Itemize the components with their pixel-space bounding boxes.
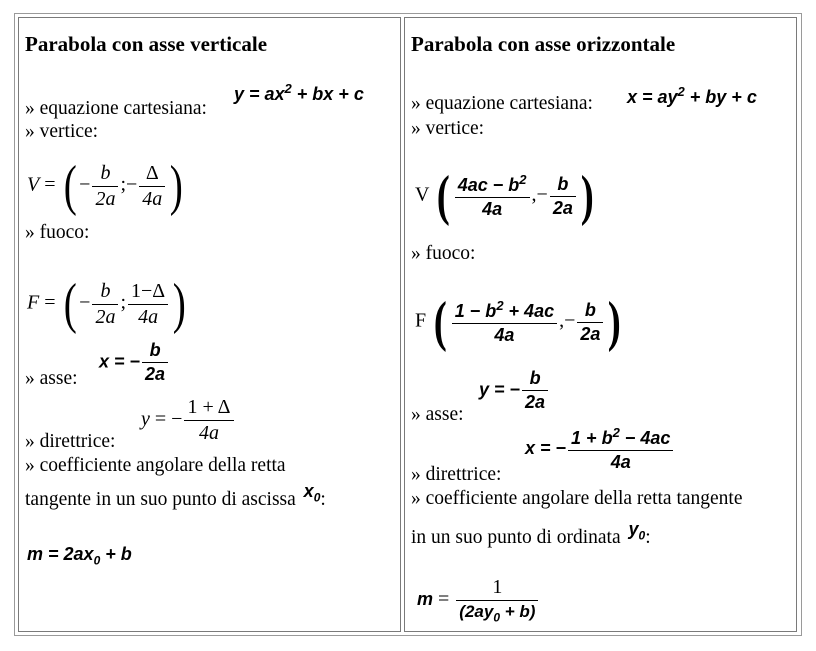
- left-focus-label: » fuoco:: [25, 222, 90, 243]
- left-focus-formula: F = ( − $\frac{b}{2a}$ ; $\frac{1-\Delta}{4a}$ ): [27, 273, 186, 335]
- left-axis-formula: x = − $\frac{b}{2a}$: [99, 340, 170, 385]
- left-directrix-formula: y = − $\frac{1 + \Delta}{4a}$: [141, 396, 236, 445]
- right-focus-label: » fuoco:: [411, 243, 476, 264]
- vertical-axis-cell: [18, 17, 401, 632]
- horizontal-axis-cell: [404, 17, 797, 632]
- left-slope-line1: » coefficiente angolare della retta: [25, 455, 286, 476]
- left-vertex-formula: V = ( − $\frac{b}{2a}$ ;− $\frac{\Delta}{4a}$ ): [27, 155, 184, 217]
- right-title: Parabola con asse orizzontale: [411, 32, 676, 56]
- right-directrix-label: » direttrice:: [411, 464, 502, 485]
- right-axis-formula: y = − $\frac{b}{2a}$: [479, 368, 550, 413]
- right-vertex-label: » vertice:: [411, 118, 485, 139]
- right-vertex-formula: V ( $\frac{4ac - b^2}{4a}$ ,− $\frac{b}{2a}$ ): [415, 165, 594, 227]
- left-title: Parabola con asse verticale: [25, 32, 268, 56]
- right-equation-label: » equazione cartesiana:: [411, 93, 593, 114]
- right-directrix-formula: x = − $\frac{1 + b^2 - 4ac}{4a}$: [525, 425, 675, 473]
- left-axis-label: » asse:: [25, 368, 78, 389]
- formula-table: [14, 13, 802, 636]
- right-equation-formula: $x = ay^2$ + by + c: [627, 84, 757, 107]
- left-vertex-label: » vertice:: [25, 121, 99, 142]
- left-directrix-label: » direttrice:: [25, 431, 116, 452]
- right-slope-formula: m = $\frac{1}{(2ay_0 + b)}$: [417, 576, 540, 624]
- right-slope-line2: in un suo punto di ordinata $y_0$:: [411, 519, 651, 548]
- left-equation-formula: $y = ax^2$ + bx + c: [234, 81, 364, 104]
- right-slope-line1: » coefficiente angolare della retta tangente: [411, 488, 743, 509]
- left-equation-label: » equazione cartesiana:: [25, 98, 207, 119]
- right-axis-label: » asse:: [411, 404, 464, 425]
- left-slope-formula: $m = 2ax_0 + b$: [27, 544, 132, 568]
- right-focus-formula: F ( $\frac{1 - b^2 + 4ac}{4a}$ ,− $\frac{b}{2a}$ ): [415, 291, 622, 353]
- left-slope-line2: tangente in un suo punto di ascissa $x_0$:: [25, 481, 326, 510]
